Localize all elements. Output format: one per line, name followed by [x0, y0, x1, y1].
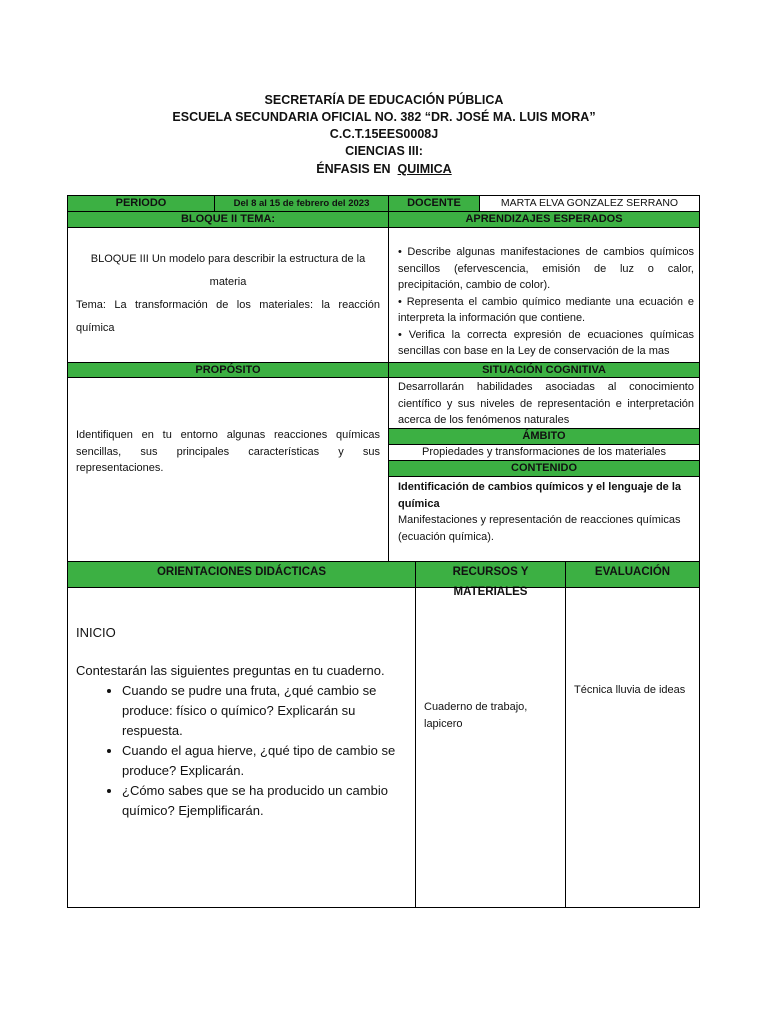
orientaciones-heading: INICIO: [76, 625, 116, 640]
aprendizajes-content: [388, 227, 700, 363]
aprendizajes-label: APRENDIZAJES ESPERADOS: [388, 211, 700, 228]
header-ministry: SECRETARÍA DE EDUCACIÓN PÚBLICA: [264, 93, 504, 107]
situacion-content: [388, 377, 700, 429]
bloque-label: BLOQUE II TEMA:: [67, 211, 389, 228]
periodo-value: Del 8 al 15 de febrero del 2023: [214, 195, 389, 212]
aprendizaje-item: • Representa el cambio químico mediante una ecuación e interpreta la información que contiene.: [398, 295, 694, 324]
docente-value: MARTA ELVA GONZALEZ SERRANO: [479, 195, 700, 212]
contenido-content: [388, 476, 700, 562]
proposito-content: [67, 377, 389, 562]
evaluacion-content: [565, 587, 700, 908]
recursos-content: [415, 587, 566, 908]
questions-list: [76, 681, 409, 821]
situacion-text: Desarrollarán habilidades asociadas al conocimiento científico y sus niveles de representación e interpretación acerca de los fenómenos naturales: [398, 381, 694, 426]
periodo-label: PERIODO: [67, 195, 215, 212]
header-school: ESCUELA SECUNDARIA OFICIAL NO. 382 “DR. JOSÉ MA. LUIS MORA”: [172, 110, 596, 124]
contenido-text: Manifestaciones y representación de reacciones químicas (ecuación química).: [398, 514, 681, 543]
header-cct: C.C.T.15EES0008J: [329, 127, 439, 141]
docente-label: DOCENTE: [388, 195, 480, 212]
proposito-label: PROPÓSITO: [67, 362, 389, 378]
aprendizaje-item: • Describe algunas manifestaciones de cambios químicos sencillos (efervescencia, emisión de luz o calor, precipitación, cambio de color).: [398, 246, 694, 291]
contenido-bold-text: Identificación de cambios químicos y el lenguaje de la química: [398, 481, 682, 510]
proposito-text: Identifiquen en tu entorno algunas reacciones químicas sencillas, sus principales características y sus representaciones.: [76, 429, 380, 474]
aprendizaje-item: • Verifica la correcta expresión de ecuaciones químicas sencillas con base en la Ley de conservación de la mas: [398, 328, 694, 357]
recursos-header: RECURSOS Y MATERIALES: [415, 561, 566, 588]
evaluacion-text: Técnica lluvia de ideas: [574, 684, 686, 696]
emphasis-subject: QUIMICA: [397, 162, 452, 176]
orientaciones-intro: Contestarán las siguientes preguntas en tu cuaderno.: [76, 663, 385, 678]
bloque-content: [67, 227, 389, 363]
contenido-label: CONTENIDO: [388, 460, 700, 477]
situacion-label: SITUACIÓN COGNITIVA: [388, 362, 700, 378]
ambito-text: Propiedades y transformaciones de los materiales: [388, 444, 700, 461]
evaluacion-header: EVALUACIÓN: [565, 561, 700, 588]
orientaciones-header: ORIENTACIONES DIDÁCTICAS: [67, 561, 416, 588]
ambito-label: ÁMBITO: [388, 428, 700, 445]
emphasis-prefix: ÉNFASIS EN: [316, 162, 391, 176]
header-emphasis: [0, 161, 768, 177]
bloque-title: BLOQUE III Un modelo para describir la estructura de la materia: [90, 253, 366, 288]
header-subject: CIENCIAS III:: [345, 144, 423, 158]
question-item: • Cuando el agua hierve, ¿qué tipo de cambio se produce? Explicarán.: [122, 741, 409, 781]
recursos-text: Cuaderno de trabajo, lapicero: [424, 701, 528, 730]
question-item: • ¿Cómo sabes que se ha producido un cambio químico? Ejemplificarán.: [122, 781, 409, 821]
question-item: • Cuando se pudre una fruta, ¿qué cambio se produce: físico o químico? Explicarán su respuesta.: [122, 681, 409, 741]
orientaciones-content: [67, 587, 416, 908]
bloque-tema: Tema: La transformación de los materiales: la reacción química: [76, 299, 380, 334]
